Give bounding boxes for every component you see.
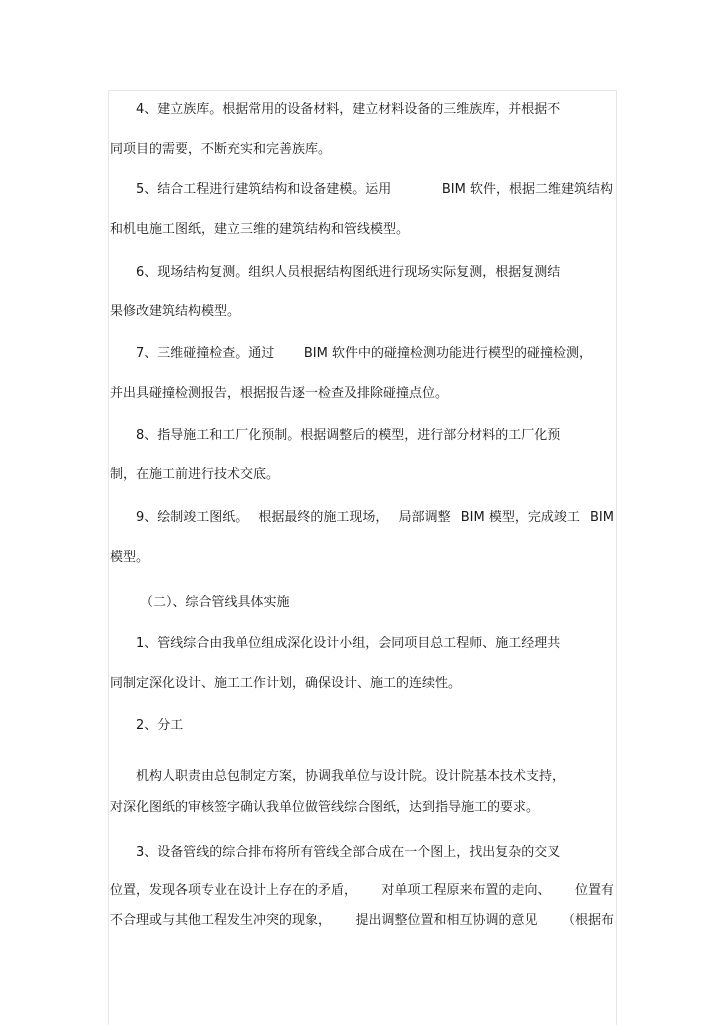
text-span: 位置，发现各项专业在设计上存在的矛盾， xyxy=(110,883,358,898)
text-span: 5、结合工程进行建筑结构和设备建模。运用 xyxy=(136,182,392,197)
paragraph-line: 3、设备管线的综合排布将所有管线全部合成在一个图上，找出复杂的交叉 xyxy=(136,845,561,860)
text-span: BIM 软件中的碰撞检测功能进行模型的碰撞检测， xyxy=(303,346,592,361)
paragraph-line: 并出具碰撞检测报告，根据报告逐一检查及排除碰撞点位。 xyxy=(110,386,449,401)
text-span: 7、三维碰撞检查。通过 xyxy=(136,346,275,361)
section-heading: （二）、综合管线具体实施 xyxy=(140,595,290,610)
text-span: BIM 软件，根据二维建筑结构 xyxy=(441,182,613,197)
paragraph-line: 对深化图纸的审核签字确认我单位做管线综合图纸，达到指导施工的要求。 xyxy=(110,800,540,815)
paragraph-line: 机构人职责由总包制定方案，协调我单位与设计院。设计院基本技术支持， xyxy=(136,769,566,784)
paragraph-line xyxy=(136,346,592,362)
paragraph-line: 2、分工 xyxy=(136,718,184,733)
text-span: BIM xyxy=(589,510,614,525)
text-span: 9、绘制竣工图纸。 xyxy=(136,510,249,525)
paragraph-line: 1、管线综合由我单位组成深化设计小组，会同项目总工程师、施工经理共 xyxy=(136,636,561,651)
paragraph-line: 6、现场结构复测。组织人员根据结构图纸进行现场实际复测，根据复测结 xyxy=(136,265,561,280)
text-span: （根据布 xyxy=(561,913,614,928)
paragraph-line: 模型。 xyxy=(110,550,150,565)
paragraph-line: 制，在施工前进行技术交底。 xyxy=(110,467,280,482)
text-span: 局部调整 xyxy=(398,510,451,525)
paragraph-line xyxy=(110,913,614,929)
paragraph-line xyxy=(136,182,613,198)
text-span: 根据最终的施工现场， xyxy=(258,510,389,525)
paragraph-line: 和机电施工图纸，建立三维的建筑结构和管线模型。 xyxy=(110,222,410,237)
text-span: 位置有 xyxy=(574,883,614,898)
paragraph-line: 4、建立族库。根据常用的设备材料，建立材料设备的三维族库，并根据不 xyxy=(136,102,561,117)
paragraph-line: 果修改建筑结构模型。 xyxy=(110,304,241,319)
paragraph-line: 8、指导施工和工厂化预制。根据调整后的模型，进行部分材料的工厂化预 xyxy=(136,428,561,443)
paragraph-line: 同制定深化设计、施工工作计划，确保设计、施工的连续性。 xyxy=(110,676,462,691)
text-span: 不合理或与其他工程发生冲突的现象， xyxy=(110,913,332,928)
text-span: 提出调整位置和相互协调的意见 xyxy=(355,913,538,928)
paragraph-line: 同项目的需要，不断充实和完善族库。 xyxy=(110,142,332,157)
paragraph-line xyxy=(136,510,614,526)
text-span: BIM 模型，完成竣工 xyxy=(460,510,580,525)
paragraph-line xyxy=(110,883,614,899)
text-span: 对单项工程原来布置的走向、 xyxy=(381,883,551,898)
